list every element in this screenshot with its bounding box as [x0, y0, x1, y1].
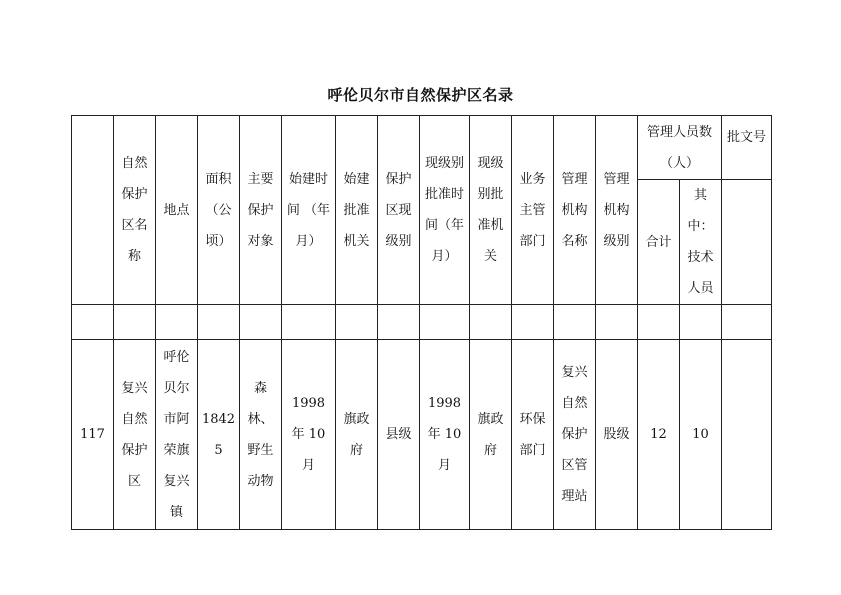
table-row: [72, 340, 772, 530]
cell-location: 呼伦贝尔市阿荣旗复兴镇: [156, 340, 198, 530]
header-reserve-name: 自然保护区名称: [114, 116, 156, 305]
header-number: [72, 116, 114, 305]
header-management-level: 管理机构级别: [596, 116, 638, 305]
header-staff: 管理人员数（人）: [638, 116, 722, 180]
cell-department: 环保部门: [512, 340, 554, 530]
cell-staff-total: 12: [638, 340, 680, 530]
blank-row: [72, 305, 772, 340]
cell-current-authority: 旗政府: [470, 340, 512, 530]
header-approval-blank: [722, 180, 772, 305]
header-current-level: 保护区现级别: [378, 116, 420, 305]
cell-approval-number: [722, 340, 772, 530]
cell-start-time: 1998 年 10 月: [282, 340, 336, 530]
cell-area: 18425: [198, 340, 240, 530]
cell-protected-target: 森林、野生动物: [240, 340, 282, 530]
cell-management-name: 复兴自然保护区管理站: [554, 340, 596, 530]
cell-start-authority: 旗政府: [336, 340, 378, 530]
header-start-authority: 始建批准机关: [336, 116, 378, 305]
cell-staff-tech: 10: [680, 340, 722, 530]
page-title: 呼伦贝尔市自然保护区名录: [327, 86, 514, 104]
cell-number: 117: [72, 340, 114, 530]
header-approval-number: 批文号: [722, 116, 772, 180]
cell-current-approval-time: 1998 年 10 月: [420, 340, 470, 530]
header-staff-total: 合计: [638, 180, 680, 305]
header-area: 面积（公顷）: [198, 116, 240, 305]
header-row: [72, 116, 772, 180]
cell-management-level: 股级: [596, 340, 638, 530]
nature-reserve-table: [71, 115, 772, 530]
header-protected-target: 主要保护对象: [240, 116, 282, 305]
header-department: 业务主管部门: [512, 116, 554, 305]
header-location: 地点: [156, 116, 198, 305]
cell-reserve-name: 复兴自然保护区: [114, 340, 156, 530]
header-start-time: 始建时间 （年月）: [282, 116, 336, 305]
header-current-approval-time: 现级别批准时间（年月）: [420, 116, 470, 305]
cell-current-level: 县级: [378, 340, 420, 530]
header-current-authority: 现级别批准机关: [470, 116, 512, 305]
header-staff-tech: 其中：技术人员: [680, 180, 722, 305]
header-management-name: 管理机构名称: [554, 116, 596, 305]
